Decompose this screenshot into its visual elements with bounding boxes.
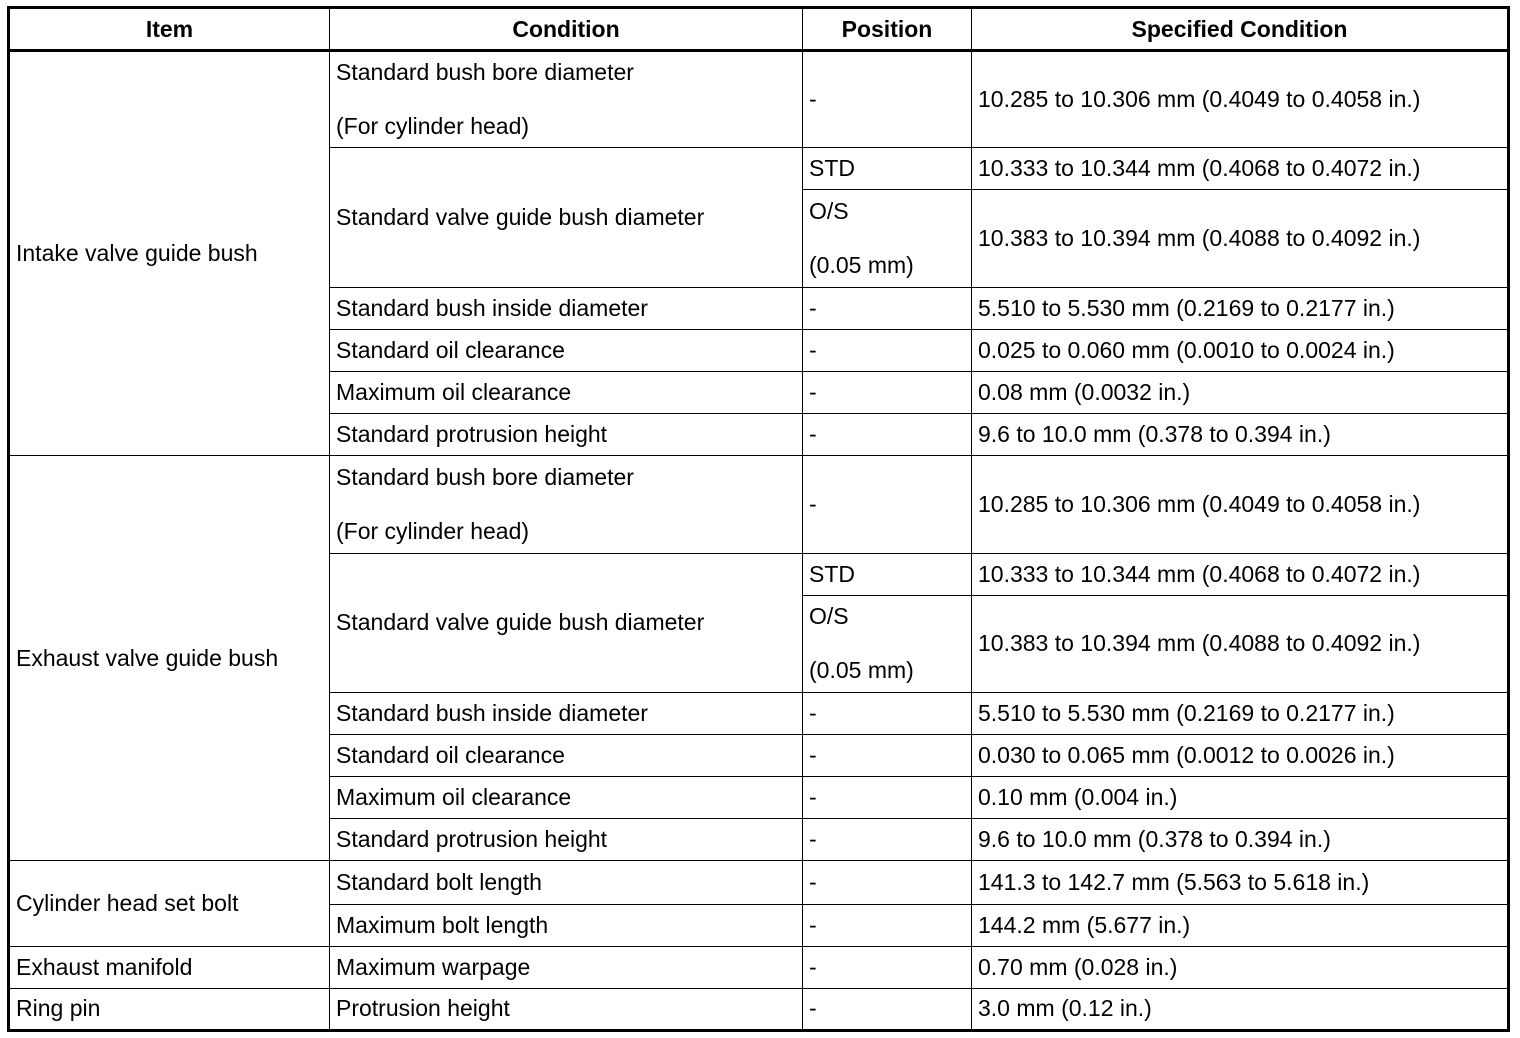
condition-line: (For cylinder head)	[336, 517, 530, 544]
spec-cell: 0.10 mm (0.004 in.)	[972, 777, 1509, 819]
condition-cell: Standard protrusion height	[330, 819, 803, 861]
position-cell: STD	[803, 148, 972, 190]
table-row	[9, 456, 1509, 553]
item-cell: Ring pin	[9, 988, 330, 1030]
condition-cell: Standard bush inside diameter	[330, 692, 803, 734]
condition-cell: Standard oil clearance	[330, 735, 803, 777]
position-cell: -	[803, 329, 972, 371]
position-cell: -	[803, 692, 972, 734]
table-body	[9, 51, 1509, 1031]
position-cell: -	[803, 51, 972, 148]
condition-cell: Standard valve guide bush diameter	[330, 553, 803, 692]
condition-cell	[330, 51, 803, 148]
position-line: O/S	[809, 198, 849, 225]
item-cell: Exhaust manifold	[9, 946, 330, 988]
item-cell: Exhaust valve guide bush	[9, 456, 330, 861]
spec-cell: 141.3 to 142.7 mm (5.563 to 5.618 in.)	[972, 861, 1509, 904]
condition-cell: Standard bolt length	[330, 861, 803, 904]
position-line: (0.05 mm)	[809, 657, 914, 684]
table-row	[9, 946, 1509, 988]
position-cell: -	[803, 287, 972, 329]
table-row	[9, 861, 1509, 904]
header-specified-condition: Specified Condition	[972, 8, 1509, 51]
position-line: (0.05 mm)	[809, 252, 914, 279]
condition-cell: Maximum oil clearance	[330, 371, 803, 413]
position-cell: -	[803, 777, 972, 819]
position-cell: -	[803, 456, 972, 553]
condition-cell: Standard protrusion height	[330, 414, 803, 456]
position-cell: -	[803, 414, 972, 456]
spec-cell: 144.2 mm (5.677 in.)	[972, 904, 1509, 946]
position-cell: -	[803, 819, 972, 861]
condition-cell: Protrusion height	[330, 988, 803, 1030]
position-cell: -	[803, 946, 972, 988]
condition-line: (For cylinder head)	[336, 113, 530, 140]
position-cell: -	[803, 904, 972, 946]
spec-table	[7, 6, 1510, 1032]
spec-cell: 9.6 to 10.0 mm (0.378 to 0.394 in.)	[972, 414, 1509, 456]
condition-line: Standard bush bore diameter	[336, 463, 634, 490]
condition-line: Standard bush bore diameter	[336, 59, 634, 86]
header-position: Position	[803, 8, 972, 51]
spec-cell: 10.285 to 10.306 mm (0.4049 to 0.4058 in.)	[972, 51, 1509, 148]
spec-cell: 3.0 mm (0.12 in.)	[972, 988, 1509, 1030]
condition-cell: Standard oil clearance	[330, 329, 803, 371]
table-row	[9, 51, 1509, 148]
position-cell: -	[803, 371, 972, 413]
spec-cell: 5.510 to 5.530 mm (0.2169 to 0.2177 in.)	[972, 287, 1509, 329]
position-line: O/S	[809, 603, 849, 630]
spec-cell: 0.025 to 0.060 mm (0.0010 to 0.0024 in.)	[972, 329, 1509, 371]
item-cell: Intake valve guide bush	[9, 51, 330, 456]
position-cell: STD	[803, 553, 972, 595]
spec-cell: 0.030 to 0.065 mm (0.0012 to 0.0026 in.)	[972, 735, 1509, 777]
spec-cell: 10.383 to 10.394 mm (0.4088 to 0.4092 in.)	[972, 595, 1509, 692]
spec-cell: 10.383 to 10.394 mm (0.4088 to 0.4092 in.)	[972, 190, 1509, 287]
position-cell: -	[803, 735, 972, 777]
item-cell: Cylinder head set bolt	[9, 861, 330, 946]
spec-cell: 10.333 to 10.344 mm (0.4068 to 0.4072 in.)	[972, 553, 1509, 595]
header-row	[9, 8, 1509, 51]
condition-cell: Maximum warpage	[330, 946, 803, 988]
spec-cell: 5.510 to 5.530 mm (0.2169 to 0.2177 in.)	[972, 692, 1509, 734]
spec-cell: 0.70 mm (0.028 in.)	[972, 946, 1509, 988]
header-condition: Condition	[330, 8, 803, 51]
position-cell: -	[803, 988, 972, 1030]
spec-cell: 9.6 to 10.0 mm (0.378 to 0.394 in.)	[972, 819, 1509, 861]
spec-cell: 10.285 to 10.306 mm (0.4049 to 0.4058 in.)	[972, 456, 1509, 553]
condition-cell: Maximum oil clearance	[330, 777, 803, 819]
position-cell: -	[803, 861, 972, 904]
header-item: Item	[9, 8, 330, 51]
spec-cell: 10.333 to 10.344 mm (0.4068 to 0.4072 in.)	[972, 148, 1509, 190]
position-cell	[803, 190, 972, 287]
condition-cell	[330, 456, 803, 553]
spec-cell: 0.08 mm (0.0032 in.)	[972, 371, 1509, 413]
condition-cell: Standard valve guide bush diameter	[330, 148, 803, 287]
condition-cell: Maximum bolt length	[330, 904, 803, 946]
position-cell	[803, 595, 972, 692]
table-row	[9, 988, 1509, 1030]
condition-cell: Standard bush inside diameter	[330, 287, 803, 329]
